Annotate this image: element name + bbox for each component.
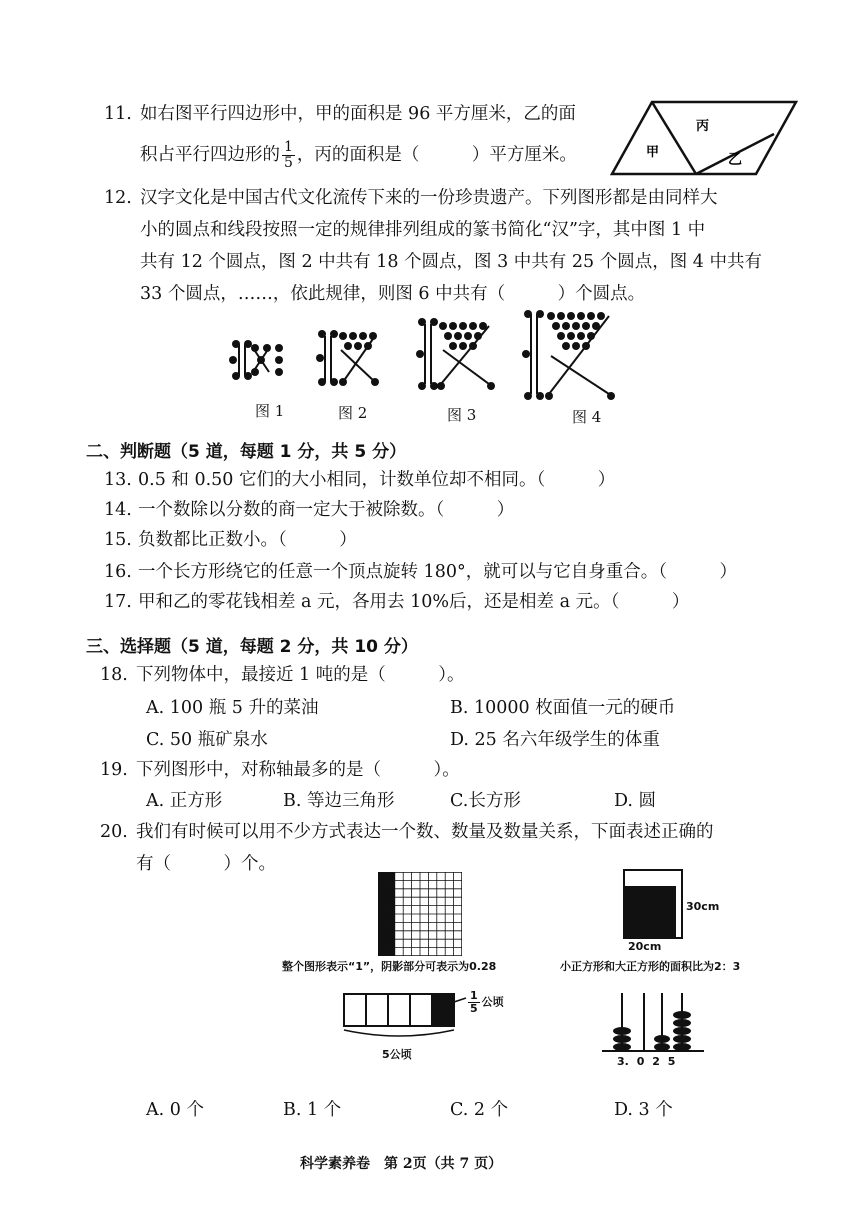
q12-line-4: 33 个圆点，……，依此规律，则图 6 中共有（ ）个圆点。 bbox=[140, 284, 646, 304]
q19-option-d: D. 圆 bbox=[614, 791, 657, 811]
q17-text: 甲和乙的零花钱相差 a 元，各用去 10%后，还是相差 a 元。（ ） bbox=[138, 592, 690, 612]
grid-figure-caption: 整个图形表示“1”，阴影部分可表示为0.28 bbox=[282, 960, 497, 973]
q19-option-b: B. 等边三角形 bbox=[283, 791, 395, 811]
han-figure-3 bbox=[416, 318, 495, 390]
han-figure-1 bbox=[229, 340, 283, 380]
q12-line-3: 共有 12 个圆点，图 2 中共有 18 个圆点，图 3 中共有 25 个圆点，图 4 中共有 bbox=[140, 252, 762, 272]
label-jia: 甲 bbox=[646, 145, 660, 160]
q11-line2-text-b: ，丙的面积是（ ）平方厘米。 bbox=[296, 145, 577, 165]
q11-frac-numerator: 1 bbox=[284, 139, 293, 155]
q13-number: 13. bbox=[104, 470, 132, 490]
han-figure-2 bbox=[316, 330, 379, 386]
strip-fraction-label bbox=[466, 990, 504, 1015]
abacus-figure bbox=[598, 985, 708, 1057]
q18-option-d: D. 25 名六年级学生的体重 bbox=[450, 730, 660, 750]
q11-number: 11. bbox=[104, 104, 132, 124]
abacus-digit-3: 0 bbox=[636, 1055, 645, 1068]
q20-number: 20. bbox=[100, 822, 128, 842]
q12-line-1: 汉字文化是中国古代文化流传下来的一份珍贵遗产。下列图形都是由同样大 bbox=[140, 188, 718, 208]
grid-figure bbox=[378, 872, 462, 956]
q20-line1: 我们有时候可以用不少方式表达一个数、数量及数量关系，下面表述正确的 bbox=[136, 822, 714, 842]
q12-number: 12. bbox=[104, 188, 132, 208]
q18-number: 18. bbox=[100, 665, 128, 685]
q19-option-c: C.长方形 bbox=[450, 791, 521, 811]
q16-text: 一个长方形绕它的任意一个顶点旋转 180°，就可以与它自身重合。（ ） bbox=[138, 562, 737, 582]
q19-option-a: A. 正方形 bbox=[146, 791, 223, 811]
q19-stem: 下列图形中，对称轴最多的是（ ）。 bbox=[136, 760, 460, 780]
q12-line-2: 小的圆点和线段按照一定的规律排列组成的篆书简化“汉”字，其中图 1 中 bbox=[140, 220, 706, 240]
q14-number: 14. bbox=[104, 500, 132, 520]
label-bing: 丙 bbox=[696, 119, 710, 134]
q11-frac-denominator: 5 bbox=[284, 155, 293, 171]
abacus-digit-1: 3 bbox=[617, 1055, 625, 1068]
label-yi: 乙 bbox=[728, 152, 742, 168]
section-3-title: 三、选择题（5 道，每题 2 分，共 10 分） bbox=[86, 637, 418, 657]
q15-number: 15. bbox=[104, 530, 132, 550]
q16-number: 16. bbox=[104, 562, 132, 582]
q18-option-b: B. 10000 枚面值一元的硬币 bbox=[450, 698, 676, 718]
q20-option-d: D. 3 个 bbox=[614, 1100, 673, 1120]
q20-option-b: B. 1 个 bbox=[283, 1100, 342, 1120]
abacus-digit-4: 2 bbox=[652, 1055, 660, 1068]
abacus-digit-2: . bbox=[624, 1055, 629, 1068]
q20-line2: 有（ ）个。 bbox=[136, 854, 276, 874]
q11-line2 bbox=[140, 140, 577, 171]
page-footer: 科学素养卷 第 2页（共 7 页） bbox=[300, 1156, 503, 1172]
strip-frac-denominator: 5 bbox=[470, 1002, 478, 1015]
figure-label-3: 图 3 bbox=[447, 406, 477, 424]
q19-number: 19. bbox=[100, 760, 128, 780]
q11-fraction bbox=[282, 140, 295, 171]
abacus-digits bbox=[617, 1055, 675, 1068]
q13-text: 0.5 和 0.50 它们的大小相同，计数单位却不相同。（ ） bbox=[138, 470, 616, 490]
squares-bottom-label: 20cm bbox=[628, 940, 662, 953]
q20-option-c: C. 2 个 bbox=[450, 1100, 509, 1120]
strip-frac-numerator: 1 bbox=[470, 989, 478, 1002]
q14-text: 一个数除以分数的商一定大于被除数。（ ） bbox=[138, 500, 515, 520]
q18-option-a: A. 100 瓶 5 升的菜油 bbox=[146, 698, 319, 718]
figure-label-2: 图 2 bbox=[338, 404, 368, 422]
q18-stem: 下列物体中，最接近 1 吨的是（ ）。 bbox=[136, 665, 465, 685]
q11-line1: 如右图平行四边形中，甲的面积是 96 平方厘米，乙的面 bbox=[140, 104, 576, 124]
section-2-title: 二、判断题（5 道，每题 1 分，共 5 分） bbox=[86, 442, 407, 462]
q20-option-a: A. 0 个 bbox=[146, 1100, 204, 1120]
q15-text: 负数都比正数小。（ ） bbox=[138, 530, 357, 550]
figure-label-1: 图 1 bbox=[255, 402, 285, 420]
q17-number: 17. bbox=[104, 592, 132, 612]
han-character-figures bbox=[225, 310, 645, 410]
strip-frac-unit: 公顷 bbox=[481, 995, 504, 1009]
han-figure-4 bbox=[522, 310, 615, 400]
squares-figure-caption: 小正方形和大正方形的面积比为2：3 bbox=[560, 960, 741, 973]
abacus-digit-5: 5 bbox=[667, 1055, 676, 1068]
strip-bottom-label: 5公顷 bbox=[382, 1048, 412, 1061]
strip-fraction bbox=[468, 990, 480, 1015]
figure-label-4: 图 4 bbox=[572, 408, 602, 426]
squares-side-label: 30cm bbox=[686, 900, 720, 913]
q11-line2-text-a: 积占平行四边形的 bbox=[140, 145, 280, 165]
parallelogram-figure bbox=[610, 98, 800, 178]
q18-option-c: C. 50 瓶矿泉水 bbox=[146, 730, 268, 750]
strip-figure bbox=[340, 990, 470, 1046]
